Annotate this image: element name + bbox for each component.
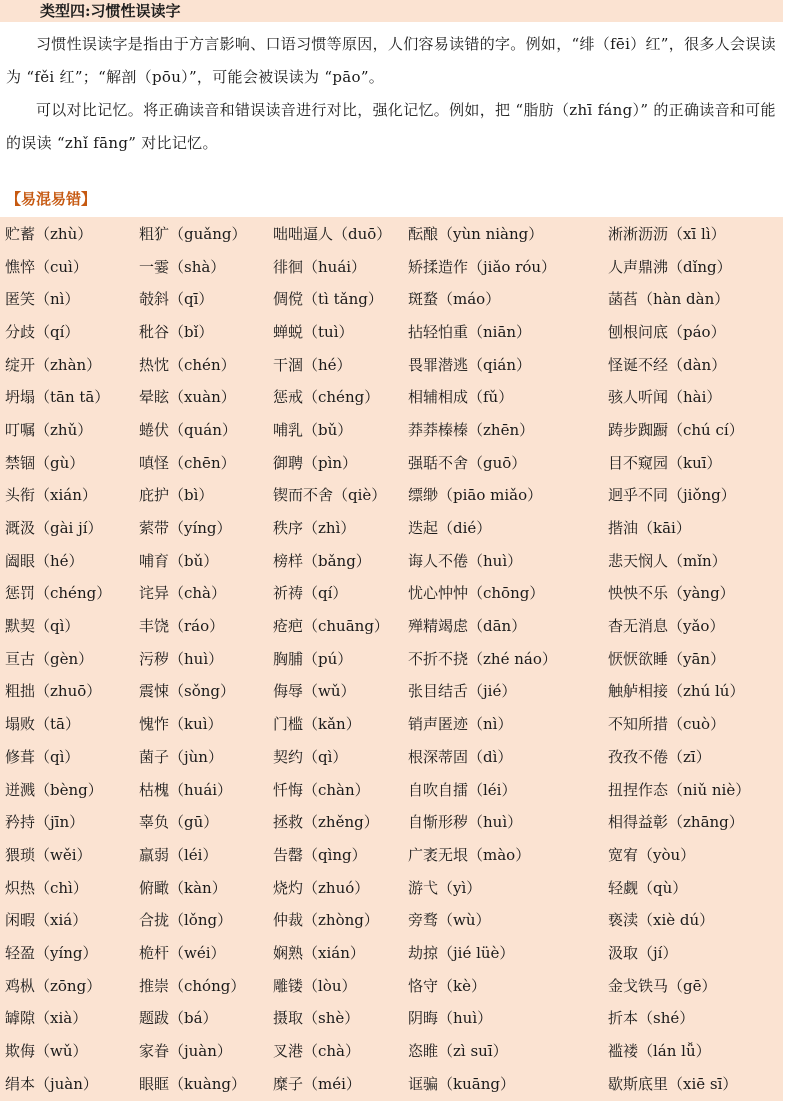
word-cell: 自吹自擂（léi） bbox=[408, 780, 517, 799]
word-cell: 叮嘱（zhǔ） bbox=[5, 420, 93, 439]
word-cell: 娴熟（xián） bbox=[273, 943, 365, 962]
section-heading: 类型四:习惯性误读字 bbox=[40, 2, 181, 20]
word-cell: 枯槐（huái） bbox=[139, 780, 233, 799]
word-cell: 强聒不舍（guō） bbox=[408, 453, 527, 472]
word-cell: 恹恹欲睡（yān） bbox=[608, 649, 726, 668]
word-cell: 攲斜（qī） bbox=[139, 290, 214, 309]
word-cell: 契约（qì） bbox=[273, 747, 348, 766]
word-cell: 触舻相接（zhú lú） bbox=[608, 682, 745, 701]
word-cell: 合拢（lǒng） bbox=[139, 911, 233, 930]
word-cell: 不折不挠（zhé náo） bbox=[408, 649, 557, 668]
word-table-body bbox=[0, 217, 783, 1100]
word-cell: 题跋（bá） bbox=[139, 1009, 218, 1028]
word-cell: 轻盈（yíng） bbox=[5, 943, 98, 962]
word-cell: 揩油（kāi） bbox=[608, 519, 691, 538]
word-cell: 晕眩（xuàn） bbox=[139, 388, 236, 407]
word-cell: 干涸（hé） bbox=[273, 355, 352, 374]
word-cell: 榜样（bǎng） bbox=[273, 551, 371, 570]
word-cell: 徘徊（huái） bbox=[273, 257, 367, 276]
word-cell: 不知所措（cuò） bbox=[608, 715, 726, 734]
word-cell: 坍塌（tān tā） bbox=[5, 388, 110, 407]
word-cell: 鸡枞（zōng） bbox=[5, 976, 102, 995]
table-row bbox=[0, 805, 783, 838]
table-row bbox=[0, 250, 783, 283]
word-cell: 诧异（chà） bbox=[139, 584, 227, 603]
word-cell: 汲取（jí） bbox=[608, 943, 678, 962]
word-cell: 踌步踟蹰（chú cí） bbox=[608, 420, 744, 439]
word-cell: 张目结舌（jié） bbox=[408, 682, 517, 701]
word-cell: 禁锢（gù） bbox=[5, 453, 85, 472]
word-cell: 亘古（gèn） bbox=[5, 649, 94, 668]
word-cell: 炽热（chì） bbox=[5, 878, 88, 897]
table-row bbox=[0, 544, 783, 577]
table-row bbox=[0, 413, 783, 446]
table-row bbox=[0, 609, 783, 642]
word-cell: 丰饶（ráo） bbox=[139, 617, 225, 636]
word-cell: 祈祷（qí） bbox=[273, 584, 348, 603]
word-cell: 迸溅（bèng） bbox=[5, 780, 103, 799]
word-cell: 胸脯（pú） bbox=[273, 649, 353, 668]
word-cell: 塌败（tā） bbox=[5, 715, 80, 734]
word-cell: 阖眼（hé） bbox=[5, 551, 84, 570]
word-cell: 侮辱（wǔ） bbox=[273, 682, 356, 701]
table-row bbox=[0, 675, 783, 708]
table-row bbox=[0, 348, 783, 381]
word-cell: 骇人听闻（hài） bbox=[608, 388, 722, 407]
word-cell: 宽宥（yòu） bbox=[608, 845, 696, 864]
word-cell: 扭捏作态（niǔ niè） bbox=[608, 780, 751, 799]
word-cell: 杳无消息（yǎo） bbox=[608, 617, 725, 636]
table-row bbox=[0, 1002, 783, 1035]
word-cell: 锲而不舍（qiè） bbox=[273, 486, 387, 505]
word-cell: 叉港（chà） bbox=[273, 1042, 361, 1061]
word-cell: 金戈铁马（gē） bbox=[608, 976, 717, 995]
word-cell: 咄咄逼人（duō） bbox=[273, 224, 392, 243]
word-cell: 销声匿迹（nì） bbox=[408, 715, 513, 734]
word-cell: 诓骗（kuāng） bbox=[408, 1074, 515, 1093]
word-cell: 闲暇（xiá） bbox=[5, 911, 88, 930]
word-cell: 矜持（jīn） bbox=[5, 813, 85, 832]
word-cell: 迭起（dié） bbox=[408, 519, 492, 538]
word-cell: 蜷伏（quán） bbox=[139, 420, 237, 439]
word-cell: 庇护（bì） bbox=[139, 486, 214, 505]
word-cell: 酝酿（yùn niàng） bbox=[408, 224, 544, 243]
word-cell: 羸弱（léi） bbox=[139, 845, 218, 864]
word-cell: 贮蓄（zhù） bbox=[5, 224, 93, 243]
word-cell: 欺侮（wǔ） bbox=[5, 1042, 88, 1061]
word-cell: 热忱（chén） bbox=[139, 355, 236, 374]
word-cell: 旁骛（wù） bbox=[408, 911, 491, 930]
word-cell: 悲天悯人（mǐn） bbox=[608, 551, 727, 570]
word-cell: 嗔怪（chēn） bbox=[139, 453, 236, 472]
word-cell: 头衔（xián） bbox=[5, 486, 97, 505]
word-cell: 雕镂（lòu） bbox=[273, 976, 357, 995]
table-row bbox=[0, 511, 783, 544]
word-cell: 憔悴（cuì） bbox=[5, 257, 88, 276]
word-cell: 愧怍（kuì） bbox=[139, 715, 223, 734]
word-cell: 怪诞不经（dàn） bbox=[608, 355, 727, 374]
word-cell: 莽莽榛榛（zhēn） bbox=[408, 420, 535, 439]
word-cell: 仲裁（zhòng） bbox=[273, 911, 379, 930]
table-row bbox=[0, 446, 783, 479]
word-cell: 辜负（gū） bbox=[139, 813, 219, 832]
word-cell: 推崇（chóng） bbox=[139, 976, 246, 995]
word-cell: 秕谷（bǐ） bbox=[139, 322, 214, 341]
word-cell: 根深蒂固（dì） bbox=[408, 747, 513, 766]
word-cell: 拈轻怕重（niān） bbox=[408, 322, 532, 341]
word-cell: 相辅相成（fǔ） bbox=[408, 388, 514, 407]
word-cell: 分歧（qí） bbox=[5, 322, 80, 341]
word-cell: 污秽（huì） bbox=[139, 649, 224, 668]
word-cell: 萦带（yíng） bbox=[139, 519, 232, 538]
word-cell: 诲人不倦（huì） bbox=[408, 551, 523, 570]
word-cell: 默契（qì） bbox=[5, 617, 80, 636]
word-cell: 斑蝥（máo） bbox=[408, 290, 501, 309]
intro-paragraph: 习惯性误读字是指由于方言影响、口语习惯等原因，人们容易读错的字。例如，“绯（fēi）红”，很多人会误读为 “fěi 红”；“解剖（pōu）”，可能会被误读为 “pāo”。 bbox=[6, 35, 776, 86]
word-cell: 修葺（qì） bbox=[5, 747, 80, 766]
word-cell: 哺乳（bǔ） bbox=[273, 420, 353, 439]
word-cell: 惩罚（chéng） bbox=[5, 584, 112, 603]
table-row bbox=[0, 838, 783, 871]
word-cell: 粗拙（zhuō） bbox=[5, 682, 102, 701]
word-cell: 恪守（kè） bbox=[408, 976, 486, 995]
table-row bbox=[0, 315, 783, 348]
table-row bbox=[0, 903, 783, 936]
word-cell: 俯瞰（kàn） bbox=[139, 878, 227, 897]
word-cell: 蝉蜕（tuì） bbox=[273, 322, 354, 341]
word-cell: 罅隙（xià） bbox=[5, 1009, 88, 1028]
word-cell: 疮疤（chuāng） bbox=[273, 617, 389, 636]
confusable-title: 【易混易错】 bbox=[6, 190, 97, 208]
word-cell: 怏怏不乐（yàng） bbox=[608, 584, 735, 603]
table-row bbox=[0, 969, 783, 1002]
word-cell: 人声鼎沸（dǐng） bbox=[608, 257, 732, 276]
word-cell: 猥琐（wěi） bbox=[5, 845, 92, 864]
word-cell: 迥乎不同（jiǒng） bbox=[608, 486, 736, 505]
word-cell: 震悚（sǒng） bbox=[139, 682, 235, 701]
word-cell: 缥缈（piāo miǎo） bbox=[408, 486, 543, 505]
word-cell: 褴褛（lán lǚ） bbox=[608, 1042, 711, 1061]
table-row bbox=[0, 740, 783, 773]
word-cell: 一霎（shà） bbox=[139, 257, 226, 276]
table-row bbox=[0, 217, 783, 250]
word-cell: 孜孜不倦（zī） bbox=[608, 747, 711, 766]
word-cell: 忧心忡忡（chōng） bbox=[408, 584, 545, 603]
word-cell: 游弋（yì） bbox=[408, 878, 482, 897]
table-row bbox=[0, 936, 783, 969]
word-cell: 菌子（jùn） bbox=[139, 747, 223, 766]
word-cell: 相得益彰（zhāng） bbox=[608, 813, 744, 832]
word-cell: 轻觑（qù） bbox=[608, 878, 688, 897]
table-row bbox=[0, 1067, 783, 1100]
word-cell: 匿笑（nì） bbox=[5, 290, 80, 309]
word-cell: 眼眶（kuàng） bbox=[139, 1074, 246, 1093]
word-cell: 畏罪潜逃（qián） bbox=[408, 355, 532, 374]
word-cell: 家眷（juàn） bbox=[139, 1042, 232, 1061]
table-row bbox=[0, 707, 783, 740]
word-cell: 淅淅沥沥（xī lì） bbox=[608, 224, 726, 243]
word-cell: 门槛（kǎn） bbox=[273, 715, 361, 734]
word-cell: 广袤无垠（mào） bbox=[408, 845, 531, 864]
word-cell: 哺育（bǔ） bbox=[139, 551, 219, 570]
table-row bbox=[0, 577, 783, 610]
word-cell: 歇斯底里（xiē sī） bbox=[608, 1074, 738, 1093]
word-cell: 秩序（zhì） bbox=[273, 519, 356, 538]
word-cell: 忏悔（chàn） bbox=[273, 780, 370, 799]
word-cell: 阴晦（huì） bbox=[408, 1009, 493, 1028]
method-paragraph: 可以对比记忆。将正确读音和错误读音进行对比，强化记忆。例如，把 “脂肪（zhī fáng）” 的正确读音和可能的误读 “zhǐ fāng” 对比记忆。 bbox=[6, 101, 776, 152]
word-cell: 菡萏（hàn dàn） bbox=[608, 290, 730, 309]
word-cell: 糜子（méi） bbox=[273, 1074, 361, 1093]
word-table-container bbox=[0, 217, 783, 1101]
word-cell: 溉汲（gài jí） bbox=[5, 519, 103, 538]
word-cell: 矫揉造作（jiǎo róu） bbox=[408, 257, 557, 276]
word-cell: 烧灼（zhuó） bbox=[273, 878, 370, 897]
word-cell: 亵渎（xiè dú） bbox=[608, 911, 715, 930]
table-row bbox=[0, 380, 783, 413]
word-cell: 粗犷（guǎng） bbox=[139, 224, 247, 243]
word-cell: 自惭形秽（huì） bbox=[408, 813, 523, 832]
word-cell: 倜傥（tì tǎng） bbox=[273, 290, 383, 309]
table-row bbox=[0, 282, 783, 315]
table-row bbox=[0, 1034, 783, 1067]
word-cell: 绽开（zhàn） bbox=[5, 355, 102, 374]
word-cell: 劫掠（jié lüè） bbox=[408, 943, 515, 962]
word-cell: 刨根问底（páo） bbox=[608, 322, 726, 341]
word-table bbox=[0, 217, 783, 1100]
table-row bbox=[0, 479, 783, 512]
word-cell: 惩戒（chéng） bbox=[273, 388, 380, 407]
word-cell: 御聘（pìn） bbox=[273, 453, 358, 472]
table-row bbox=[0, 642, 783, 675]
word-cell: 拯救（zhěng） bbox=[273, 813, 379, 832]
table-row bbox=[0, 773, 783, 806]
word-cell: 绢本（juàn） bbox=[5, 1074, 98, 1093]
word-cell: 折本（shé） bbox=[608, 1009, 695, 1028]
word-cell: 告罄（qìng） bbox=[273, 845, 367, 864]
word-cell: 殚精竭虑（dān） bbox=[408, 617, 527, 636]
word-cell: 目不窥园（kuī） bbox=[608, 453, 722, 472]
word-cell: 恣睢（zì suī） bbox=[408, 1042, 508, 1061]
word-cell: 摄取（shè） bbox=[273, 1009, 360, 1028]
word-cell: 桅杆（wéi） bbox=[139, 943, 226, 962]
table-row bbox=[0, 871, 783, 904]
